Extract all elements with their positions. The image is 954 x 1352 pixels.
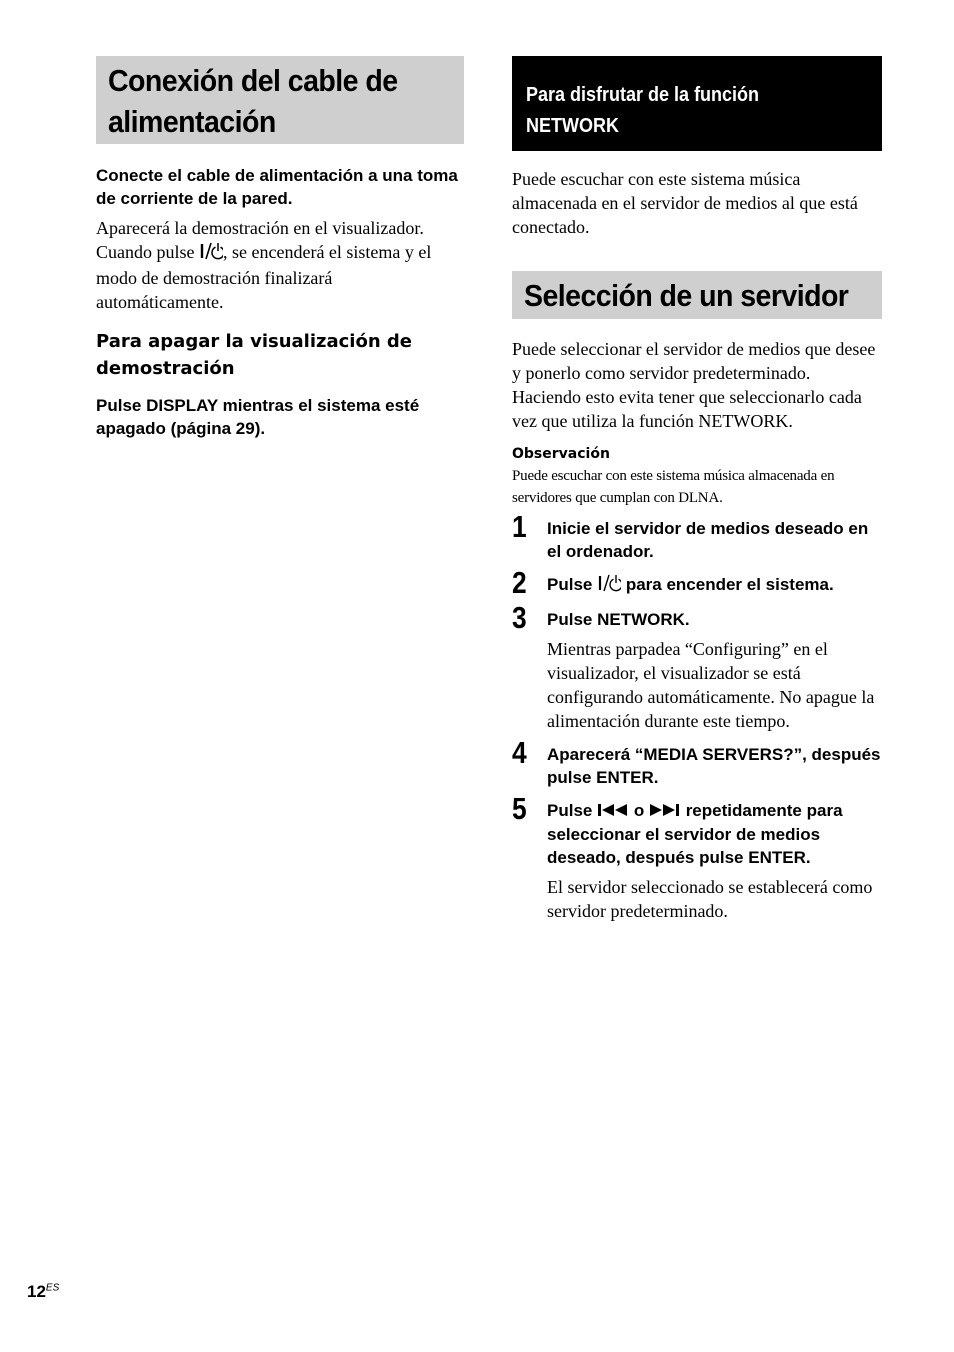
step-5-text-post: repetidamente para seleccionar el servidor de medios deseado, después pulse ENTER. [547,801,843,867]
step-text [547,799,882,869]
sub-heading [96,328,464,382]
left-column [96,56,464,440]
note-heading: Observación [512,446,610,462]
step-text: Aparecerá “MEDIA SERVERS?”, después pulse ENTER. [547,745,881,787]
server-section-body: Puede seleccionar el servidor de medios que desee y ponerlo como servidor predeterminado. Haciendo esto evita tener que seleccionarlo cada vez que utiliza la función NETWORK. [512,339,876,431]
step-number: 2 [512,565,527,600]
step-text: Pulse NETWORK. [547,610,690,629]
power-icon [597,574,621,598]
body-text-2-pre: Cuando pulse [96,242,195,262]
step-text [547,573,882,598]
step-number: 4 [512,735,527,770]
right-column [512,56,882,923]
note-body: Puede escuchar con este sistema música almacenada en servidores que cumplan con DLNA. [512,468,835,506]
sub-heading-line-1: Para apagar la visualización de [96,331,413,352]
page-number [27,1282,59,1302]
step-number: 5 [512,791,527,826]
network-body: Puede escuchar con este sistema música almacenada en el servidor de medios al que está conectado. [512,169,858,237]
step-body: Mientras parpadea “Configuring” en el visualizador, el visualizador se está configurando automáticamente. No apague la alimentación durante este tiempo. [547,639,875,731]
section-title-line-2: alimentación [108,104,276,139]
step-4 [512,735,882,789]
step-body: El servidor seleccionado se establecerá como servidor predeterminado. [547,877,873,921]
step-5 [512,791,882,923]
network-heading-line-2: NETWORK [526,115,619,137]
page-number-value: 12 [27,1282,46,1301]
step-5-text-mid: o [633,801,645,820]
step-text: Inicie el servidor de medios deseado en el ordenador. [547,519,869,561]
next-track-icon [649,800,681,823]
step-2-text-post: para encender el sistema. [625,575,834,594]
step-number: 1 [512,509,527,544]
step-5-text-pre: Pulse [547,801,593,820]
network-heading-line-1: Para disfrutar de la función [526,84,760,106]
server-section-title-box [512,271,882,319]
previous-track-icon [597,800,629,823]
step-3 [512,600,882,733]
step-2 [512,565,882,600]
section-title-box [96,56,464,144]
sub-instruction: Pulse DISPLAY mientras el sistema esté apagado (página 29). [96,396,420,438]
server-section-title: Selección de un servidor [524,278,849,313]
power-icon [199,242,223,266]
body-text-2-post: , se encenderá el sistema y el modo de demostración finalizará automáticamente. [96,242,432,312]
step-2-text-pre: Pulse [547,575,593,594]
section-title-line-1: Conexión del cable de [108,63,398,98]
sub-heading-line-2: demostración [96,358,235,379]
body-paragraph [96,216,464,314]
step-1 [512,509,882,563]
network-heading-box [512,56,882,151]
step-number: 3 [512,600,527,635]
page-language-code: ES [45,1282,60,1294]
lead-instruction: Conecte el cable de alimentación a una toma de corriente de la pared. [96,166,458,208]
body-text-1: Aparecerá la demostración en el visualizador. [96,218,424,238]
